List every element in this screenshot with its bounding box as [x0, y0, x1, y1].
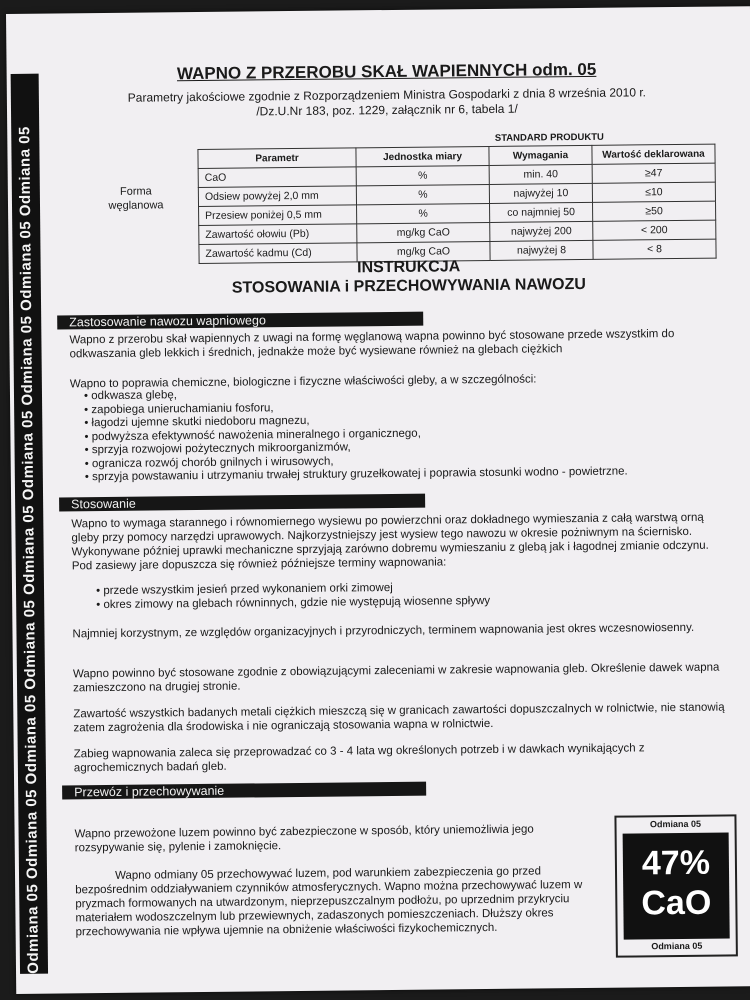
- section-heading-transport: Przewóz i przechowywanie: [62, 782, 426, 800]
- list-item: • podwyższa efektywność nawożenia mineralnego i organicznego,: [84, 424, 744, 444]
- table-cell: najwyżej 10: [489, 183, 592, 203]
- badge-percent: 47%: [641, 843, 711, 883]
- regulation-line-2: /Dz.U.Nr 183, poz. 1229, załącznik nr 6, tabela 1/: [256, 101, 518, 119]
- list-item: • przede wszystkim jesień przed wykonaniem orki zimowej: [96, 579, 716, 599]
- header-declared: Wartość deklarowana: [592, 144, 715, 164]
- table-cell: najwyżej 8: [490, 240, 593, 260]
- list-item: • ogranicza rozwój chorób gnilnych i wirusowych,: [85, 451, 745, 471]
- table-cell: ≤10: [592, 182, 715, 202]
- usage-paragraph-5: Zabieg wapnowania zaleca się przeprowadzać co 3 - 4 lata wg określonych potrzeb i w dawkach wynikających z agrochemicznych badań gleb.: [73, 742, 645, 775]
- section-heading-usage: Stosowanie: [59, 494, 425, 512]
- application-paragraph-1: Wapno z przerobu skał wapiennych z uwagi na formę węglanową wapna powinno być stosowane przede wszystkim do odkwaszania gleb lekkich i średnich, jednakże może być wysiewane również na glebach ciężkich: [69, 328, 675, 361]
- side-strip-text: Odmiana 05 Odmiana 05 Odmiana 05 Odmiana 05 Odmiana 05 Odmiana 05 Odmiana 05 Odmiana 05 Odmiana 05: [16, 126, 43, 974]
- table-cell: mg/kg CaO: [357, 241, 490, 261]
- header-requirement: Wymagania: [489, 145, 592, 165]
- product-standard-table: [197, 129, 716, 264]
- usage-paragraph-1: Wapno to wymaga starannego i równomiernego wysiewu po powierzchni oraz dokładnego wymieszania z całą warstwą orną gleby przy pomocy narzędzi uprawowych. Najkorzystniejszy jest wysiew tego nawozu w okresie pożniwnym na ścierniskо. Wykonywane później uprawki mechaniczne sprzyjają zarówno dobremu wymieszaniu z glebą jak i łagodnej zmianie odczynu. Pod zasiewy jare dopuszcza się również późniejsze terminy wapnowania:: [71, 511, 709, 573]
- table-cell: najwyżej 200: [490, 221, 593, 241]
- instructions-title: INSTRUKCJA: [357, 258, 461, 277]
- table-cell: Zawartość kadmu (Cd): [199, 243, 357, 264]
- table-cell: %: [356, 184, 489, 204]
- form-label: Forma węglanowa: [108, 185, 164, 212]
- table-cell: Zawartość ołowiu (Pb): [199, 224, 357, 245]
- table-cell: co najmniej 50: [490, 202, 593, 222]
- list-item: • łagodzi ujemne skutki niedoboru magnezu,: [84, 410, 744, 430]
- table-cell: ≥50: [593, 201, 716, 221]
- badge-bottom-label: Odmiana 05: [651, 940, 703, 952]
- instructions-subtitle: STOSOWANIA i PRZECHOWYWANIA NAWOZU: [231, 275, 586, 297]
- instructions-heading: [199, 256, 619, 298]
- table-cell: %: [356, 165, 489, 185]
- regulation-reference: [77, 85, 697, 121]
- list-item: • sprzyja rozwojowi pożytecznych mikroorganizmów,: [85, 437, 745, 457]
- badge-compound: CaO: [641, 883, 712, 923]
- table-cell: < 8: [593, 239, 716, 259]
- badge-top-label: Odmiana 05: [649, 818, 702, 830]
- list-item: • odkwasza glebę,: [84, 383, 744, 403]
- usage-paragraph-3: Wapno powinno być stosowane zgodnie z obowiązującymi zaleceniami w zakresie wapnowania gleb. Określenie dawek wapna zamieszczono na drugiej stronie.: [72, 661, 720, 695]
- application-paragraph-2: Wapno to poprawia chemiczne, biologiczne i fizyczne właściwości gleby, a w szczególności:: [69, 373, 537, 391]
- badge-center: [623, 832, 730, 939]
- header-unit: Jednostka miary: [356, 146, 489, 166]
- usage-terms-list: [82, 579, 716, 613]
- table-cell: %: [357, 203, 490, 223]
- list-item: • sprzyja powstawaniu i utrzymaniu trwałej struktury gruzełkowatej i poprawia stosunki wodno - powietrzne.: [85, 464, 745, 484]
- table-cell: ≥47: [592, 163, 715, 183]
- table-caption: STANDARD PRODUKTU: [494, 131, 604, 144]
- regulation-line-1: Parametry jakościowe zgodnie z Rozporządzeniem Ministra Gospodarki z dnia 8 września 2010 r.: [127, 85, 647, 105]
- variant-badge: [614, 814, 737, 957]
- usage-paragraph-2: Najmniej korzystnym, ze względów organizacyjnych i przyrodniczych, terminem wapnowania jest okres wczesnowiosenny.: [72, 621, 695, 641]
- transport-paragraph-1: Wapno przewożone luzem powinno być zabezpieczone w sposób, który uniemożliwia jego rozsypywanie się, pylenie i zamoknięcie.: [74, 823, 534, 855]
- table-cell: < 200: [593, 220, 716, 240]
- table-cell: min. 40: [489, 164, 592, 184]
- side-strip: [11, 74, 48, 974]
- table-cell: mg/kg CaO: [357, 222, 490, 242]
- list-item: • zapobiega unieruchamianiu fosforu,: [84, 397, 744, 417]
- benefits-list: [70, 383, 745, 485]
- table-cell: CaO: [198, 167, 356, 188]
- section-heading-application: Zastosowanie nawozu wapniowego: [57, 312, 423, 330]
- leaflet-page: [6, 6, 750, 994]
- document-title: WAPNO Z PRZEROBU SKAŁ WAPIENNYCH odm. 05: [176, 59, 597, 84]
- transport-paragraph-2: Wapno odmiany 05 przechowywać luzem, pod warunkiem zabezpieczenia go przed bezpośrednim oddziaływaniem czynników atmosferycznych. Wapno można przechowywać luzem w pryzmach formowanych na utwardzonym, nieprzepuszczalnym podłożu, po uprzednim przykryciu materiałem wodoszczelnym lub przewiewnych, zadaszonych pomieszczeniach. Dłuższy okres przechowywania nie wpływa ujemnie na obniżenie właściwości fizykochemicznych.: [75, 865, 583, 939]
- usage-paragraph-4: Zawartość wszystkich badanych metali ciężkich mieszczą się w granicach zawartości dopuszczalnych w rolnictwie, nie stanowią zatem zagrożenia dla środowiska i nie ograniczają stosowania wapna w rolnictwie.: [73, 701, 725, 735]
- table-cell: Odsiew powyżej 2,0 mm: [198, 186, 356, 207]
- list-item: • okres zimowy na glebach równinnych, gdzie nie występują wiosenne spływy: [96, 592, 716, 612]
- table-cell: Przesiew poniżej 0,5 mm: [199, 205, 357, 226]
- header-parameter: Parametr: [198, 148, 356, 169]
